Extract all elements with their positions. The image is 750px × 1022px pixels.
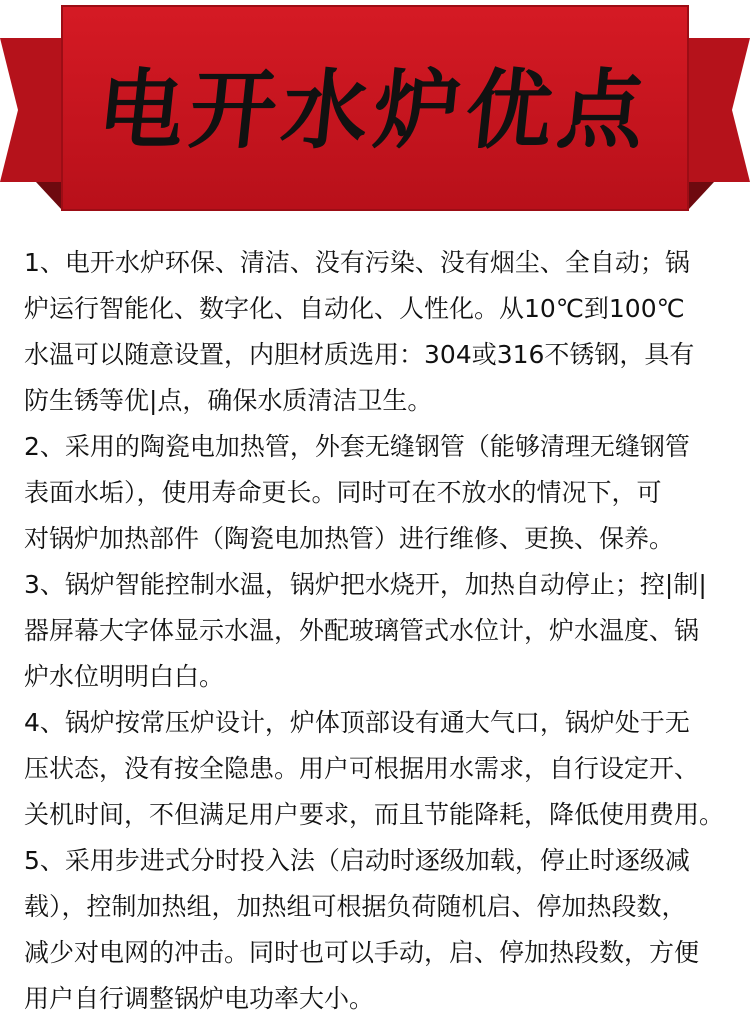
ribbon-left-tail <box>0 38 62 182</box>
text-line: 炉水位明明白白。 <box>24 662 225 691</box>
text-line: 用户自行调整锅炉电功率大小。 <box>24 984 375 1013</box>
page-title: 电开水炉优点 <box>92 60 656 161</box>
text-line: 1、电开水炉环保、清洁、没有污染、没有烟尘、全自动；锅 <box>24 248 690 277</box>
ribbon-right-tail <box>688 38 750 182</box>
ribbon-right-fold <box>688 182 714 210</box>
text-line: 器屏幕大字体显示水温，外配玻璃管式水位计，炉水温度、锅 <box>24 616 700 645</box>
text-line: 炉运行智能化、数字化、自动化、人性化。从10℃到100℃ <box>24 294 685 323</box>
text-line: 3、锅炉智能控制水温，锅炉把水烧开，加热自动停止；控|制| <box>24 570 707 599</box>
text-line: 减少对电网的冲击。同时也可以手动，启、停加热段数，方便 <box>24 938 700 967</box>
text-line: 2、采用的陶瓷电加热管，外套无缝钢管（能够清理无缝钢管 <box>24 432 690 461</box>
text-line: 关机时间，不但满足用户要求，而且节能降耗，降低使用费用。 <box>24 800 725 829</box>
ribbon-left-fold <box>36 182 62 210</box>
title-banner <box>0 0 750 220</box>
text-line: 压状态，没有按全隐患。用户可根据用水需求，自行设定开、 <box>24 754 700 783</box>
text-line: 水温可以随意设置，内胆材质选用：304或316不锈钢，具有 <box>24 340 695 369</box>
text-line: 4、锅炉按常压炉设计，炉体顶部设有通大气口，锅炉处于无 <box>24 708 690 737</box>
text-line: 对锅炉加热部件（陶瓷电加热管）进行维修、更换、保养。 <box>24 524 675 553</box>
text-line: 表面水垢），使用寿命更长。同时可在不放水的情况下，可 <box>24 478 662 507</box>
text-line: 5、采用步进式分时投入法（启动时逐级加载，停止时逐级减 <box>24 846 690 875</box>
text-line: 载），控制加热组，加热组可根据负荷随机启、停加热段数， <box>24 892 687 921</box>
text-line: 防生锈等优|点，确保水质清洁卫生。 <box>24 386 433 415</box>
